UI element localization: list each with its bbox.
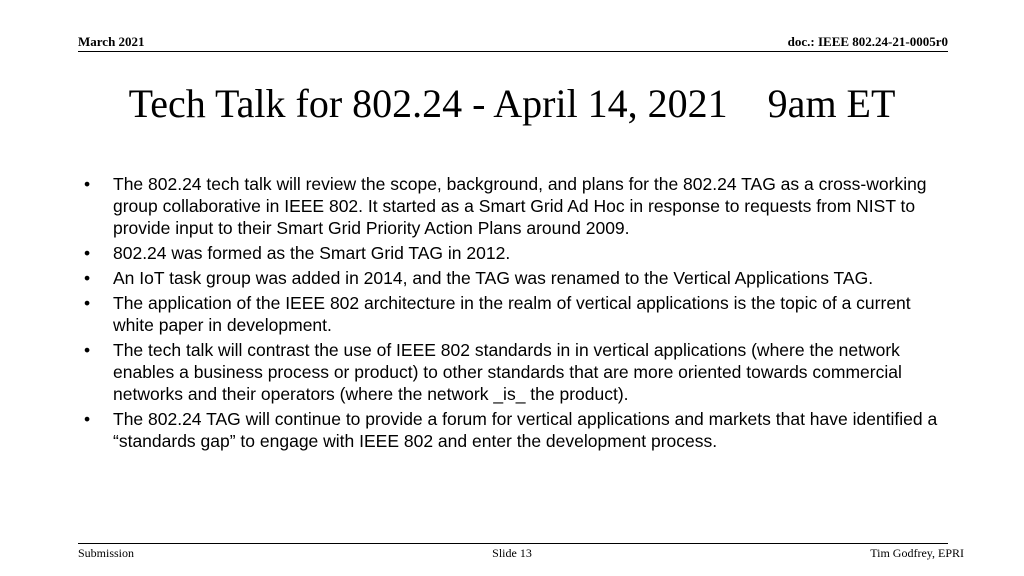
header-doc-id: doc.: IEEE 802.24-21-0005r0 bbox=[787, 34, 948, 49]
bullet-marker: • bbox=[84, 268, 91, 288]
bullet-text: An IoT task group was added in 2014, and the TAG was renamed to the Vertical Applications TAG. bbox=[113, 268, 874, 288]
bullet-item bbox=[84, 267, 944, 289]
bullet-text: The application of the IEEE 802 architecture in the realm of vertical applications is the topic of a current white paper in development. bbox=[113, 293, 911, 335]
bullet-item bbox=[84, 408, 944, 452]
bullet-list bbox=[84, 173, 944, 455]
bullet-item bbox=[84, 242, 944, 264]
footer-divider bbox=[78, 543, 948, 544]
footer-slide-number: Slide 13 bbox=[492, 546, 532, 560]
bullet-marker: • bbox=[84, 174, 91, 194]
footer-author: Tim Godfrey, EPRI bbox=[870, 546, 964, 560]
bullet-item bbox=[84, 173, 944, 239]
bullet-text: The 802.24 TAG will continue to provide a forum for vertical applications and markets that have identified a “standards gap” to engage with IEEE 802 and enter the development process. bbox=[113, 409, 938, 451]
bullet-text: 802.24 was formed as the Smart Grid TAG in 2012. bbox=[113, 243, 511, 263]
bullet-marker: • bbox=[84, 340, 91, 360]
bullet-item bbox=[84, 292, 944, 336]
bullet-text: The tech talk will contrast the use of IEEE 802 standards in in vertical applications (where the network enables a business process or product) to other standards that are more oriented towards commercial networks and their operators (where the network _is_ the product). bbox=[113, 340, 902, 404]
header-divider bbox=[78, 51, 948, 52]
bullet-marker: • bbox=[84, 243, 91, 263]
bullet-text: The 802.24 tech talk will review the scope, background, and plans for the 802.24 TAG as a cross-working group collaborative in IEEE 802. It started as a Smart Grid Ad Hoc in response to requests from NIST to provide input to their Smart Grid Priority Action Plans around 2009. bbox=[113, 174, 927, 238]
slide-title: Tech Talk for 802.24 - April 14, 2021 9am ET bbox=[128, 81, 896, 126]
bullet-marker: • bbox=[84, 409, 91, 429]
header-date: March 2021 bbox=[78, 34, 145, 49]
bullet-marker: • bbox=[84, 293, 91, 313]
bullet-item bbox=[84, 339, 944, 405]
footer-submission: Submission bbox=[78, 546, 135, 560]
